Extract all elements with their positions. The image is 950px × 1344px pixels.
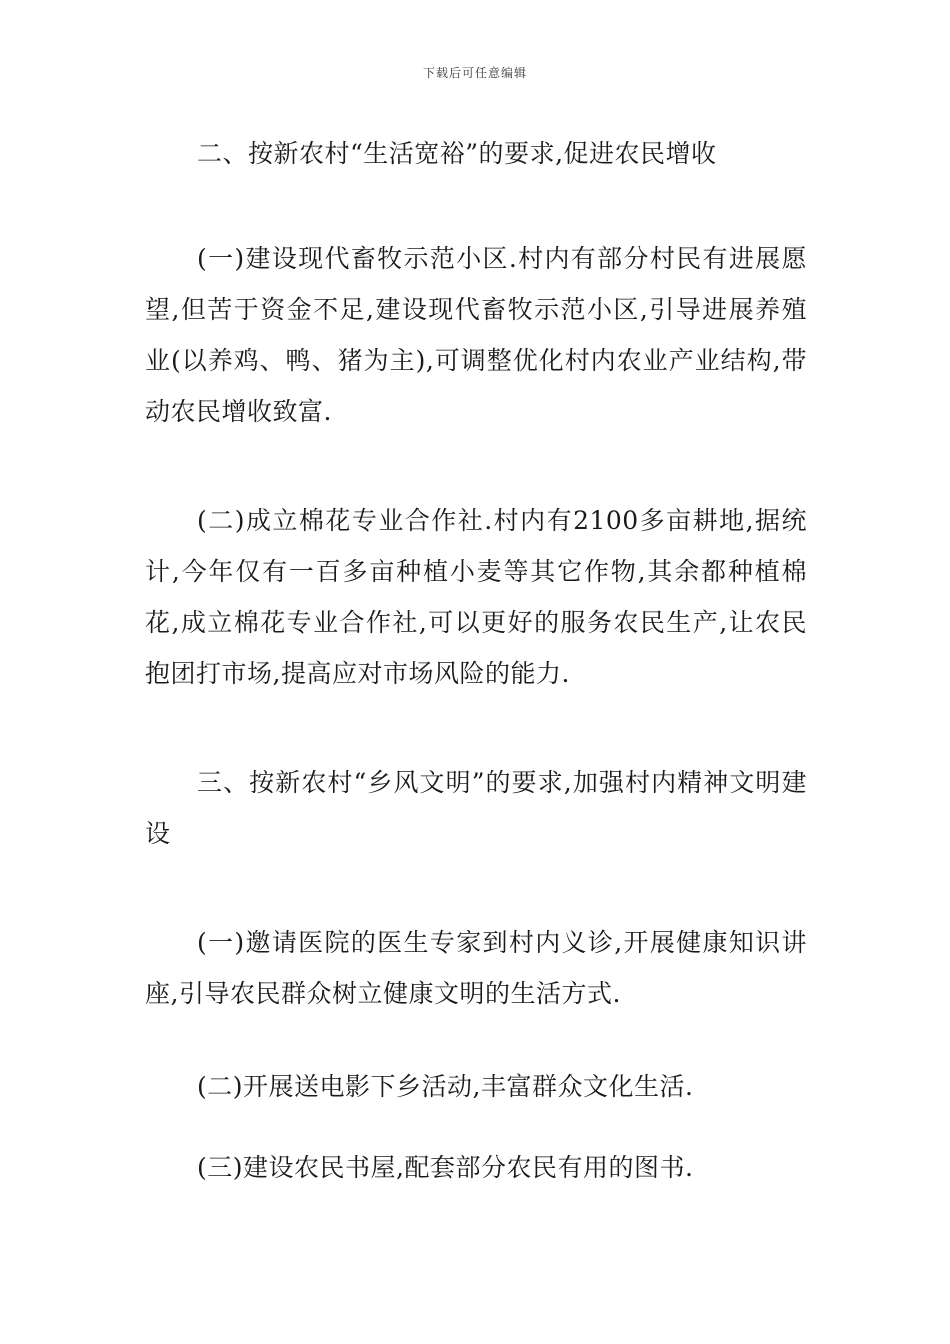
section-3-item-3: (三)建设农民书屋,配套部分农民有用的图书. (197, 1153, 694, 1182)
page-header: 下载后可任意编辑 (422, 66, 527, 80)
section-3-item-2: (二)开展送电影下乡活动,丰富群众文化生活. (197, 1072, 694, 1101)
section-2-heading: 二、按新农村“生活宽裕”的要求,促进农民增收 (197, 139, 717, 168)
document-body (145, 128, 807, 1193)
section-2-item-1: (一)建设现代畜牧示范小区.村内有部分村民有进展愿望,但苦于资金不足,建设现代畜牧示范小区,引导进展养殖业(以养鸡、鸭、猪为主),可调整优化村内农业产业结构,带动农民增收致富. (145, 244, 807, 426)
section-3-heading: 三、按新农村“乡风文明”的要求,加强村内精神文明建设 (145, 768, 807, 848)
section-2-item-2: (二)成立棉花专业合作社.村内有2100多亩耕地,据统计,今年仅有一百多亩种植小麦等其它作物,其余都种植棉花,成立棉花专业合作社,可以更好的服务农民生产,让农民抱团打市场,提高应对市场风险的能力. (145, 506, 807, 688)
section-3-item-1: (一)邀请医院的医生专家到村内义诊,开展健康知识讲座,引导农民群众树立健康文明的生活方式. (145, 928, 807, 1008)
